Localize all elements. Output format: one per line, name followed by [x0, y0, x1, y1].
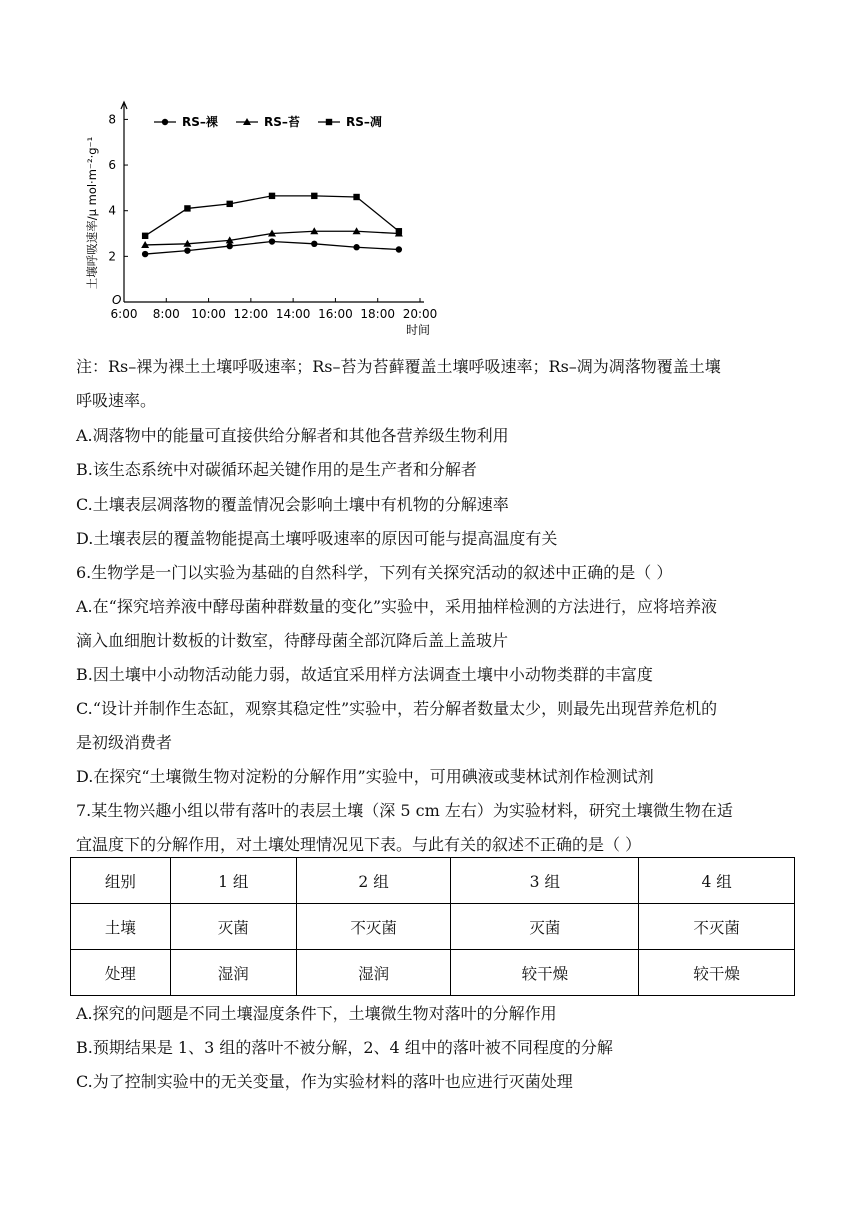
data-point — [311, 241, 317, 247]
x-tick-label: 16:00 — [318, 307, 353, 321]
table-row — [71, 858, 795, 904]
data-point — [142, 233, 148, 239]
table-cell: 湿润 — [296, 950, 451, 996]
q6-stem: 6.生物学是一门以实验为基础的自然科学，下列有关探究活动的叙述中正确的是（ ） — [76, 563, 673, 582]
table-cell: 2 组 — [296, 858, 451, 904]
y-tick-label: 4 — [108, 203, 116, 218]
table-cell: 较干燥 — [639, 950, 795, 996]
y-tick-label: 6 — [108, 158, 116, 173]
q5-option-b: B.该生态系统中对碳循环起关键作用的是生产者和分解者 — [76, 460, 477, 479]
data-point — [269, 193, 275, 199]
q6-option-d: D.在探究“土壤微生物对淀粉的分解作用”实验中，可用碘液或斐林试剂作检测试剂 — [76, 767, 654, 786]
q6-option-c-line-2: 是初级消费者 — [76, 733, 173, 752]
origin-label: O — [112, 293, 122, 307]
data-point — [162, 119, 168, 125]
y-axis-title: 土壤呼吸速率/μ mol·m⁻²·g⁻¹ — [85, 136, 99, 290]
data-point — [184, 247, 190, 253]
data-point — [142, 251, 148, 257]
q7-option-a: A.探究的问题是不同土壤湿度条件下，土壤微生物对落叶的分解作用 — [76, 1004, 557, 1023]
table-cell: 4 组 — [639, 858, 795, 904]
q5-option-c: C.土壤表层凋落物的覆盖情况会影响土壤中有机物的分解速率 — [76, 495, 509, 514]
table-cell: 3 组 — [451, 858, 639, 904]
table-cell: 较干燥 — [451, 950, 639, 996]
y-tick-label: 2 — [108, 249, 116, 264]
q6-option-a-line-1: A.在“探究培养液中酵母菌种群数量的变化”实验中，采用抽样检测的方法进行，应将培养液 — [76, 597, 718, 616]
x-tick-label: 14:00 — [275, 307, 311, 321]
x-tick-label: 20:00 — [402, 307, 438, 321]
legend-label: RS–苔 — [264, 115, 300, 129]
table-cell: 不灭菌 — [639, 904, 795, 950]
legend-label: RS–凋 — [346, 115, 382, 129]
table-cell: 1 组 — [170, 858, 296, 904]
x-axis-title: 时间 — [405, 323, 431, 337]
q6-option-a-line-2: 滴入血细胞计数板的计数室，待酵母菌全部沉降后盖上盖玻片 — [76, 631, 509, 650]
series-triangle — [141, 227, 403, 248]
q7-option-b: B.预期结果是 1、3 组的落叶不被分解，2、4 组中的落叶被不同程度的分解 — [76, 1038, 613, 1057]
series-circle — [142, 238, 402, 257]
q5-option-a: A.凋落物中的能量可直接供给分解者和其他各营养级生物利用 — [76, 426, 509, 445]
x-tick-label: 6:00 — [110, 307, 138, 321]
x-tick-label: 18:00 — [360, 307, 396, 321]
data-point — [184, 205, 190, 211]
q7-stem-line-1: 7.某生物兴趣小组以带有落叶的表层土壤（深 5 cm 左右）为实验材料，研究土壤微生物在适 — [76, 801, 733, 820]
chart-note-line-2: 呼吸速率。 — [76, 391, 157, 410]
table-cell: 灭菌 — [451, 904, 639, 950]
data-point — [353, 194, 359, 200]
q7-option-c: C.为了控制实验中的无关变量，作为实验材料的落叶也应进行灭菌处理 — [76, 1072, 573, 1091]
table-cell: 不灭菌 — [296, 904, 451, 950]
chart-note-line-1: 注：Rs–裸为裸土土壤呼吸速率；Rs–苔为苔藓覆盖土壤呼吸速率；Rs–凋为凋落物覆盖土壤 — [76, 357, 721, 376]
table-cell: 灭菌 — [170, 904, 296, 950]
legend-label: RS–裸 — [182, 115, 218, 129]
q6-option-b: B.因土壤中小动物活动能力弱，故适宜采用样方法调查土壤中小动物类群的丰富度 — [76, 665, 653, 684]
data-point — [353, 244, 359, 250]
y-tick-label: 8 — [108, 112, 116, 127]
q7-stem-line-2: 宜温度下的分解作用，对土壤处理情况见下表。与此有关的叙述不正确的是（ ） — [76, 835, 642, 854]
table-row — [71, 904, 795, 950]
x-tick-label: 12:00 — [233, 307, 269, 321]
table-cell: 组别 — [71, 858, 171, 904]
data-point — [269, 238, 275, 244]
table-cell: 土壤 — [71, 904, 171, 950]
data-point — [227, 243, 233, 249]
table-cell: 处理 — [71, 950, 171, 996]
table-row — [71, 950, 795, 996]
data-point — [396, 246, 402, 252]
q6-option-c-line-1: C.“设计并制作生态缸，观察其稳定性”实验中，若分解者数量太少，则最先出现营养危机的 — [76, 699, 718, 718]
data-point — [311, 193, 317, 199]
soil-respiration-chart — [84, 100, 444, 345]
data-point — [396, 228, 402, 234]
soil-treatment-table — [70, 857, 795, 996]
x-tick-label: 10:00 — [191, 307, 226, 321]
q5-option-d: D.土壤表层的覆盖物能提高土壤呼吸速率的原因可能与提高温度有关 — [76, 529, 558, 548]
x-tick-label: 8:00 — [152, 307, 180, 321]
data-point — [227, 201, 233, 207]
table-cell: 湿润 — [170, 950, 296, 996]
data-point — [326, 119, 332, 125]
